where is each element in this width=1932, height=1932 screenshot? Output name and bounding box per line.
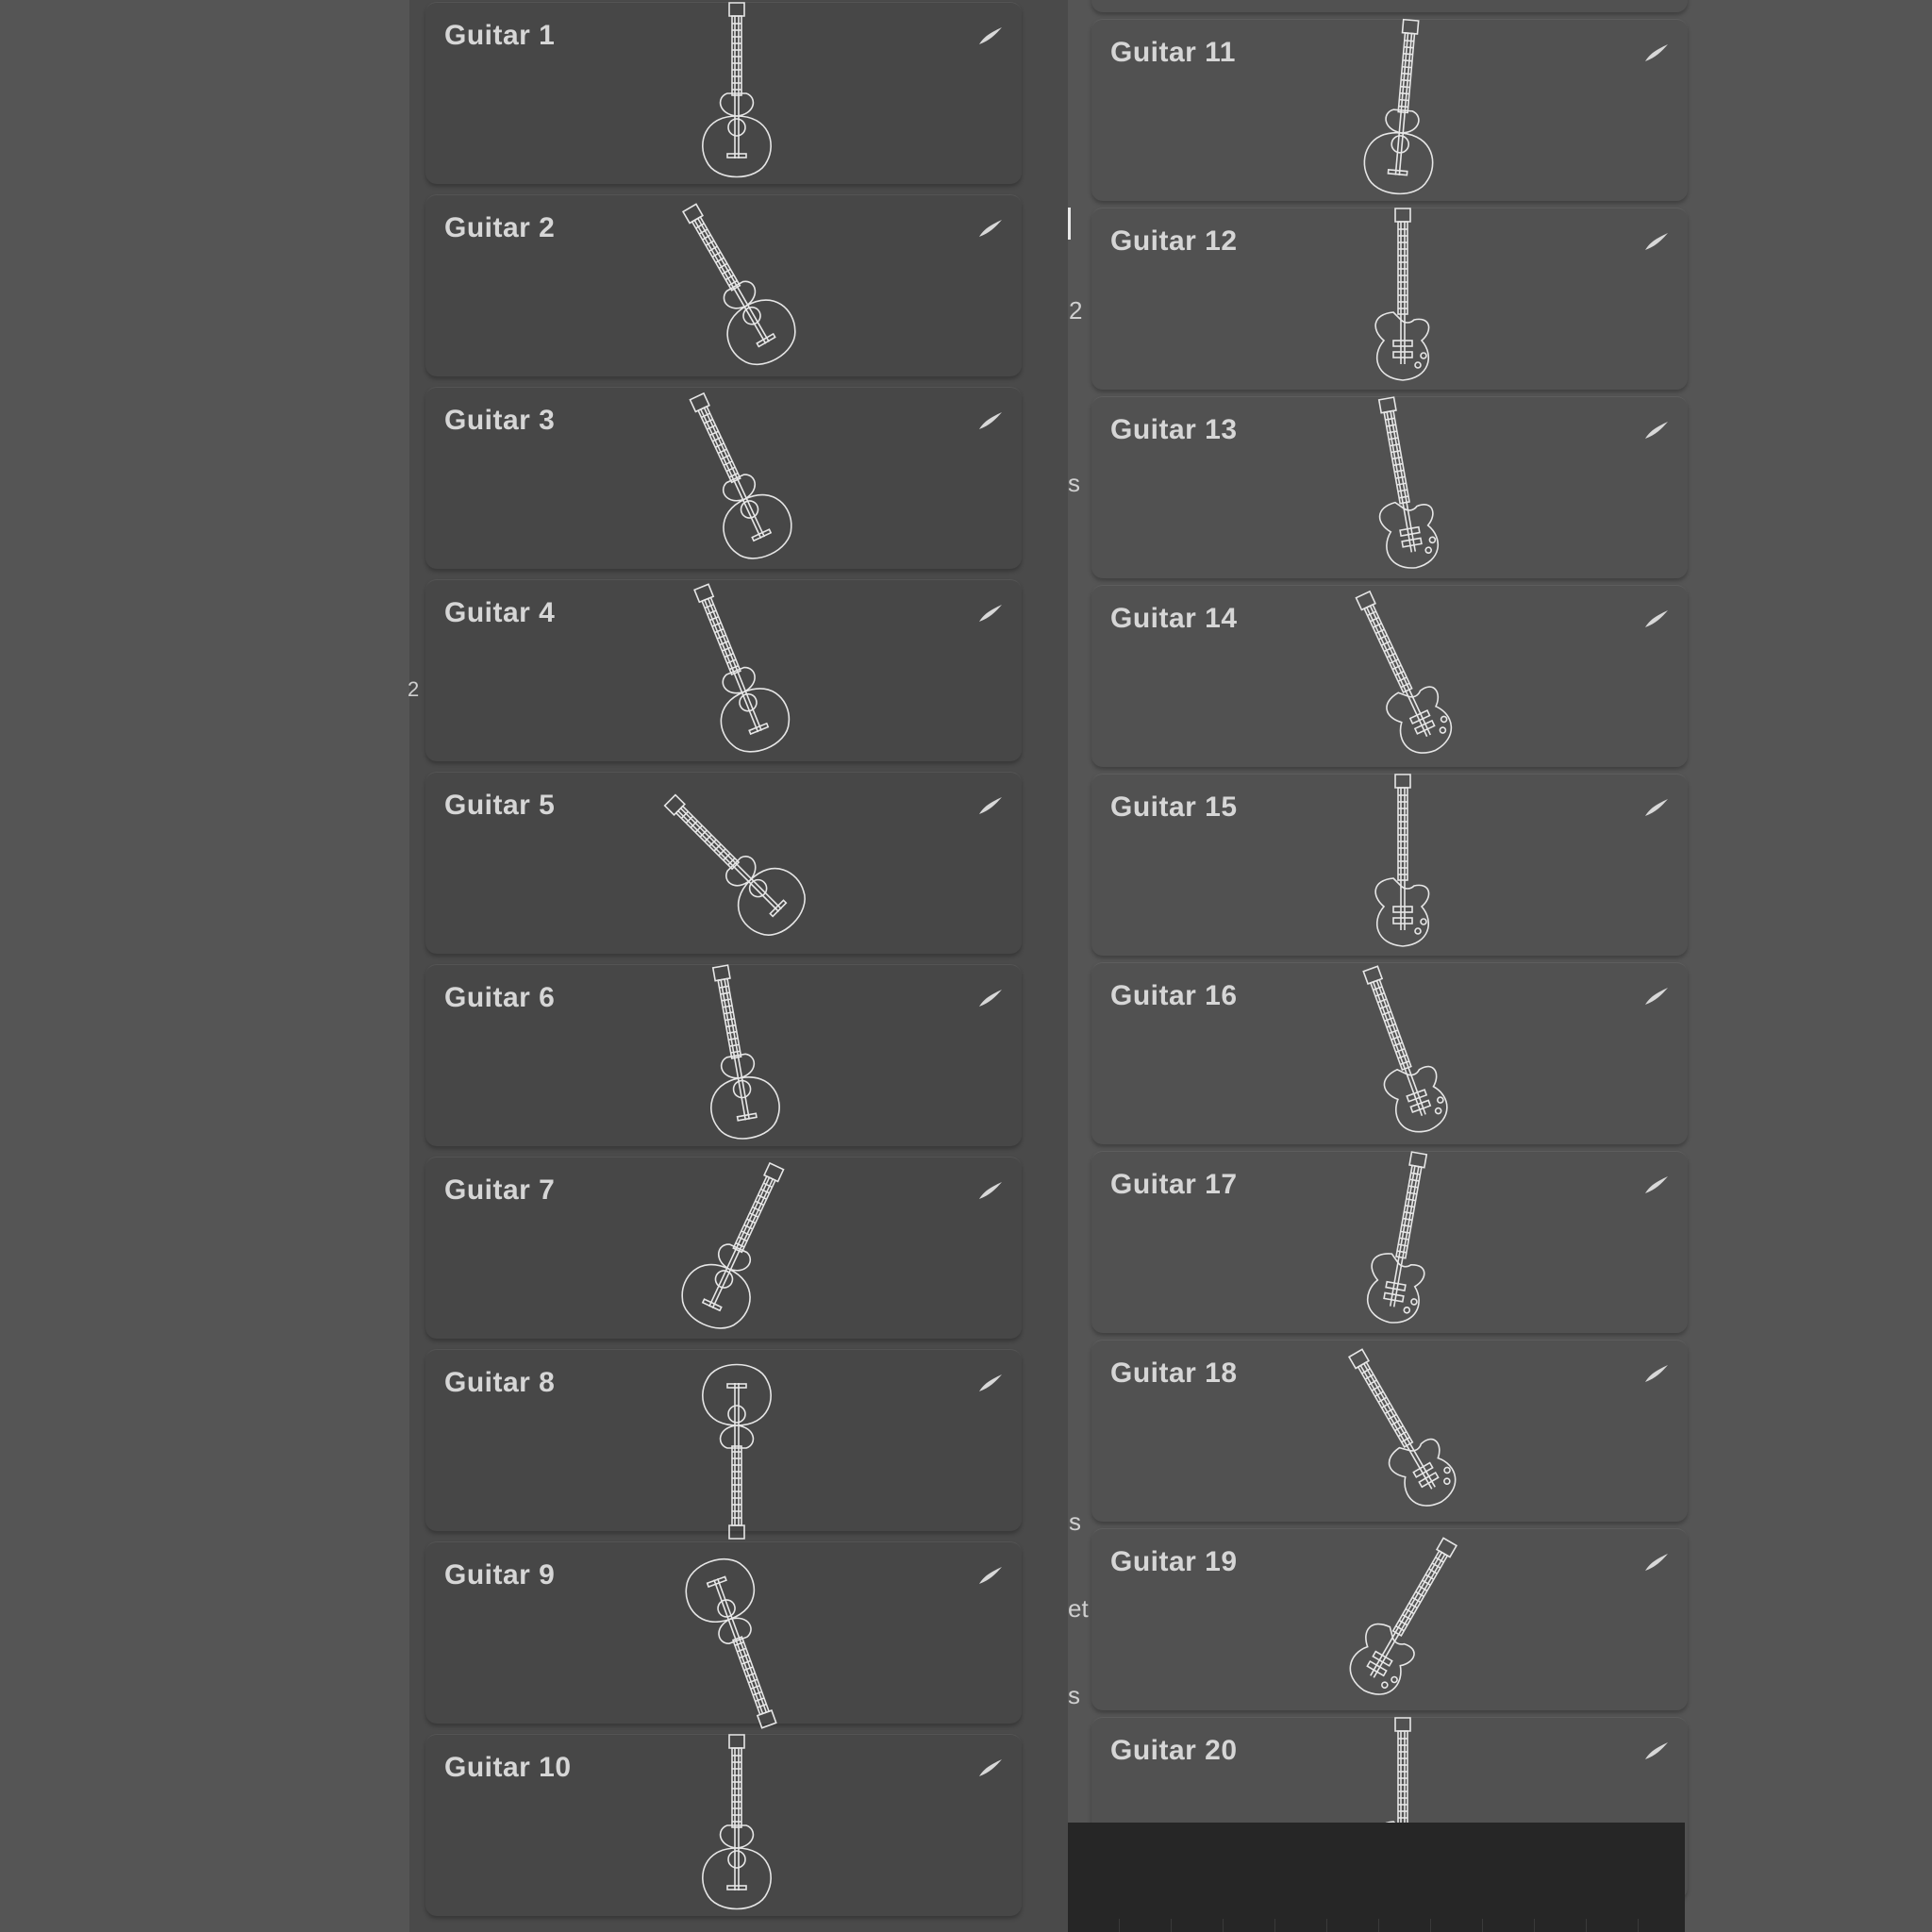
brush-card[interactable]	[1091, 19, 1688, 201]
edge-glyph-fragment: s	[1068, 469, 1080, 497]
brush-name-label: Guitar 20	[1110, 1735, 1238, 1766]
electric-guitar-body-icon	[1252, 774, 1554, 961]
brush-card[interactable]	[1091, 962, 1688, 1144]
brush-name-label: Guitar 10	[444, 1752, 572, 1783]
cutaway-acoustic-guitar-icon	[586, 773, 888, 959]
electric-guitar-tilted-icon	[1252, 1341, 1554, 1527]
brush-stroke-icon[interactable]	[1642, 418, 1671, 442]
brush-card[interactable]	[1091, 1151, 1688, 1333]
scroll-indicator[interactable]	[1068, 208, 1071, 240]
electric-guitar-side-icon	[1252, 397, 1554, 584]
brush-name-label: Guitar 17	[1110, 1169, 1238, 1200]
brush-stroke-icon[interactable]	[1642, 1550, 1671, 1574]
brush-stroke-icon[interactable]	[976, 793, 1005, 818]
brush-card[interactable]	[425, 1349, 1022, 1531]
canvas-bottom-region	[1068, 1823, 1685, 1932]
brush-name-label: Guitar 7	[444, 1174, 556, 1206]
brush-stroke-icon[interactable]	[976, 408, 1005, 433]
brush-stroke-icon[interactable]	[1642, 1739, 1671, 1763]
brush-name-label: Guitar 3	[444, 405, 556, 436]
guitar-headstock-perspective-icon	[586, 1542, 888, 1729]
brush-name-label: Guitar 15	[1110, 791, 1238, 823]
brush-stroke-icon[interactable]	[976, 216, 1005, 241]
brush-stroke-icon[interactable]	[1642, 1173, 1671, 1197]
brush-stroke-icon[interactable]	[1642, 795, 1671, 820]
brush-stroke-icon[interactable]	[976, 1756, 1005, 1780]
brush-card[interactable]	[1091, 208, 1688, 390]
brush-card[interactable]	[1091, 396, 1688, 578]
brush-name-label: Guitar 1	[444, 20, 556, 51]
electric-guitar-upright-icon	[1252, 208, 1554, 395]
brush-stroke-icon[interactable]	[976, 1371, 1005, 1395]
brush-name-label: Guitar 13	[1110, 414, 1238, 445]
brush-name-label: Guitar 11	[1110, 37, 1236, 68]
edge-glyph-fragment: s	[1068, 1681, 1080, 1709]
brush-library-column-left	[409, 0, 1068, 1932]
brush-card[interactable]	[425, 1157, 1022, 1339]
brush-name-label: Guitar 19	[1110, 1546, 1238, 1577]
cutaway-acoustic-guitar-icon	[586, 580, 888, 767]
brush-card[interactable]	[425, 964, 1022, 1146]
acoustic-guitar-angled-icon	[586, 195, 888, 382]
acoustic-guitar-upright-icon	[1252, 20, 1554, 207]
edge-glyph-fragment: et	[1068, 1594, 1089, 1623]
brush-card[interactable]	[425, 2, 1022, 184]
brush-stroke-icon[interactable]	[976, 1563, 1005, 1588]
brush-card[interactable]	[425, 772, 1022, 954]
brush-card[interactable]	[425, 579, 1022, 761]
brush-card[interactable]	[1091, 774, 1688, 956]
brush-name-label: Guitar 6	[444, 982, 556, 1013]
brush-name-label: Guitar 8	[444, 1367, 556, 1398]
brush-name-label: Guitar 12	[1110, 225, 1238, 257]
acoustic-guitar-upright-icon	[586, 3, 888, 190]
brush-card[interactable]	[425, 387, 1022, 569]
classical-guitar-angled-icon	[586, 388, 888, 575]
electric-guitar-tilted-icon	[1252, 963, 1554, 1150]
brush-name-label: Guitar 4	[444, 597, 556, 628]
brush-name-label: Guitar 16	[1110, 980, 1238, 1011]
brush-card[interactable]	[1091, 1340, 1688, 1522]
brush-name-label: Guitar 14	[1110, 603, 1238, 634]
brush-card-partial[interactable]	[1091, 0, 1688, 12]
brush-card[interactable]	[1091, 1528, 1688, 1710]
brush-stroke-icon[interactable]	[976, 1178, 1005, 1203]
brush-card[interactable]	[425, 1734, 1022, 1916]
brush-stroke-icon[interactable]	[1642, 607, 1671, 631]
brush-name-label: Guitar 18	[1110, 1357, 1238, 1389]
bass-guitar-angled-icon	[1252, 1529, 1554, 1716]
brush-card[interactable]	[425, 1541, 1022, 1724]
acoustic-guitar-tilted-icon	[586, 1158, 888, 1344]
electric-guitar-angled-icon	[1252, 586, 1554, 773]
brush-name-label: Guitar 2	[444, 212, 556, 243]
brush-stroke-icon[interactable]	[976, 986, 1005, 1010]
edge-glyph-fragment: s	[1069, 1507, 1081, 1536]
acoustic-guitar-side-icon	[586, 965, 888, 1152]
brush-card[interactable]	[425, 194, 1022, 376]
electric-guitar-upright-icon	[1252, 1152, 1554, 1339]
brush-stroke-icon[interactable]	[976, 601, 1005, 625]
edge-glyph-fragment: 2	[408, 677, 420, 701]
brush-stroke-icon[interactable]	[976, 24, 1005, 48]
brush-stroke-icon[interactable]	[1642, 984, 1671, 1008]
brush-stroke-icon[interactable]	[1642, 229, 1671, 254]
brush-name-label: Guitar 5	[444, 790, 556, 821]
brush-stroke-icon[interactable]	[1642, 41, 1671, 65]
brush-card[interactable]	[1091, 585, 1688, 767]
guitar-headstock-perspective-icon	[586, 1350, 888, 1537]
acoustic-guitar-upright-icon	[586, 1735, 888, 1922]
edge-glyph-fragment: 2	[1069, 296, 1083, 325]
brush-name-label: Guitar 9	[444, 1559, 556, 1591]
brush-stroke-icon[interactable]	[1642, 1361, 1671, 1386]
brush-library-column-right	[1068, 0, 1685, 1932]
